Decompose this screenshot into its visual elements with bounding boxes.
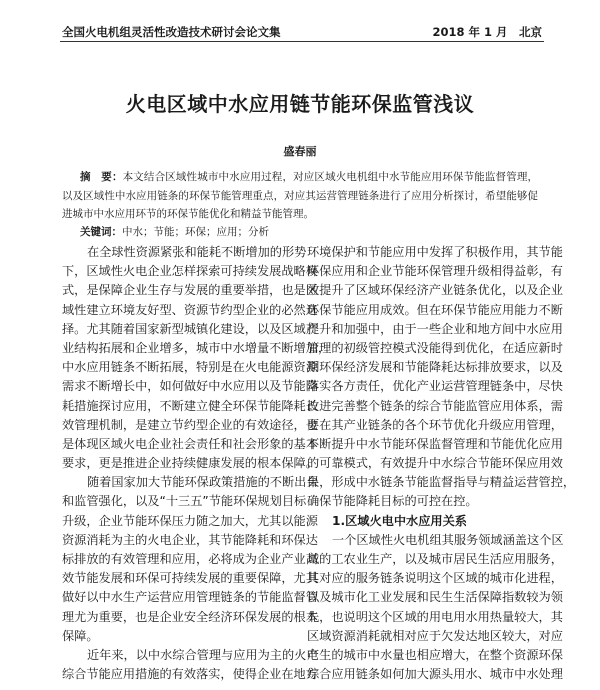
body-text-line: 以及城市化工业发展和民生生活保障指数较为领 xyxy=(307,590,563,605)
body-text-line: 产生的城市中水量也相应增大，在整个资源环保 xyxy=(307,647,563,662)
body-text-line: 的可靠模式，有效提升中水综合节能环保应用效 xyxy=(307,456,563,471)
body-text-line: 不断提升中水节能环保监督管理和节能优化应用 xyxy=(307,436,563,451)
body-text-line: 要求，更是推进企业持续健康发展的根本保障。 xyxy=(62,456,318,471)
body-text-line: 区域资源消耗就相对应于欠发达地区较大，对应 xyxy=(307,628,563,643)
body-text-line: 一个区域性火电机组其服务领域涵盖这个区 xyxy=(332,532,564,547)
body-text-line: 式，是保障企业生存与发展的重要举措，也是区 xyxy=(62,283,318,298)
body-text-line: 近年来，以中水综合管理与应用为主的火电 xyxy=(87,647,319,662)
body-text-line: 其对应的服务链条说明这个区域的城市化进程， xyxy=(307,571,563,586)
abstract-label: 摘 要： xyxy=(80,171,123,183)
paper-title: 火电区域中水应用链节能环保监管浅议 xyxy=(125,92,475,116)
body-text-line: 落实各方责任，优化产业运营管理链条中，尽快 xyxy=(307,379,563,394)
body-text-line: 做好以中水生产运营应用管理链条的节能监督管 xyxy=(62,590,318,605)
body-text-line: 中水应用链条不断拓展，特别是在火电能源资源 xyxy=(62,360,318,375)
keywords-text: 中水；节能；环保；应用；分析 xyxy=(122,226,269,238)
body-text-line: 环保应用和企业节能环保管理升级相得益彰，有 xyxy=(307,264,563,279)
body-text-line: 综合节能应用措施的有效落实，使得企业在地方 xyxy=(62,667,318,682)
body-text-line: 效节能发展和环保可持续发展的重要保障，尤其 xyxy=(62,571,318,586)
body-text-line: 是体现区域火电企业社会责任和社会形象的基本 xyxy=(62,436,318,451)
body-text-line: 域性建立环境友好型、资源节约型企业的必然选 xyxy=(62,302,318,317)
right-column xyxy=(307,243,576,684)
body-text-line: 和监管强化，以及“十三五”节能环保规划目标 xyxy=(62,494,307,509)
body-text-line: 环境保护和节能应用中发挥了积极作用，其节能 xyxy=(307,245,563,259)
keywords xyxy=(80,224,269,239)
body-text-line: 改进完善整个链条的综合节能监管应用体系，需 xyxy=(307,398,563,413)
body-text-line: 综合应用链条如何加大源头用水、城市中水处理 xyxy=(307,667,563,682)
body-text-line: 提升和加强中，由于一些企业和地方间中水应用 xyxy=(307,321,563,336)
running-header xyxy=(60,24,544,42)
abstract-line: 以及区域性中水应用链条的环保节能管理重点，对应其运营管理链条进行了应用分析探讨，希望能够促 xyxy=(62,189,538,202)
body-text-line: 需求不断增长中，如何做好中水应用以及节能降 xyxy=(62,379,318,394)
abstract-line: 进城市中水应用环节的环保节能优化和精益节能管理。 xyxy=(62,208,314,220)
body-text-line: 管理的初级管控模式没能得到优化，在适应新时 xyxy=(307,340,563,355)
body-text-line: 在全球性资源紧张和能耗不断增加的形势 xyxy=(87,245,307,259)
keywords-label: 关键词： xyxy=(80,226,122,238)
section-heading: 1.区域火电中水应用关系 xyxy=(332,513,467,528)
body-text-line: 要在其产业链条的各个环节优化升级应用管理， xyxy=(307,417,563,432)
date-place: 2018 年 1 月 北京 xyxy=(432,25,542,39)
body-text-line: 确保节能降耗目标的可控在控。 xyxy=(307,494,478,509)
author: 盛春丽 xyxy=(283,145,317,158)
abstract-line xyxy=(62,168,538,187)
proceedings-title: 全国火电机组灵活性改造技术研讨会论文集 xyxy=(62,25,281,39)
body-text-line: 效提升了区域环保经济产业链条优化，以及企业 xyxy=(307,283,563,298)
abstract xyxy=(62,168,538,224)
body-text-line: 期环保经济发展和节能降耗达标排放要求，以及 xyxy=(307,360,563,375)
left-column xyxy=(62,243,331,684)
body-text-line: 理尤为重要，也是企业安全经济环保发展的根本 xyxy=(62,609,318,624)
body-text-line: 业结构拓展和企业增多，城市中水增量不断增加， xyxy=(62,340,331,355)
body-text-line: 下，区域性火电企业怎样探索可持续发展战略模 xyxy=(62,264,318,279)
body-text-line: 升级，企业节能环保压力随之加大，尤其以能源 xyxy=(62,513,318,528)
abstract-text: 本文结合区域性城市中水应用过程，对应区域火电机组中水节能应用环保节能监督管理， xyxy=(122,171,539,183)
body-text-line: 耗措施探讨应用，不断建立健全环保节能降耗长 xyxy=(62,398,318,413)
body-text-line: 随着国家加大节能环保政策措施的不断出台 xyxy=(87,475,319,490)
body-text-line: 果，形成中水链条节能监督指导与精益运营管控， xyxy=(307,475,576,490)
body-text-line: 标排放的有效管理和应用，必将成为企业产业高 xyxy=(62,552,318,566)
body-text-line: 效管理机制，是建立节约型企业的有效途径，也 xyxy=(62,417,318,432)
body-text-line: 择。尤其随着国家新型城镇化建设，以及区域产 xyxy=(62,321,318,336)
body-text-line: 环保节能应用成效。但在环保节能应用能力不断 xyxy=(307,302,563,317)
body-text-line: 保障。 xyxy=(62,628,99,643)
body-text-line: 域的工农业生产，以及城市居民生活应用服务， xyxy=(307,552,563,566)
body-text-line: 先，也说明这个区域的用电用水用热量较大，其 xyxy=(307,609,563,624)
body-text-line: 资源消耗为主的火电企业，其节能降耗和环保达 xyxy=(62,532,318,547)
